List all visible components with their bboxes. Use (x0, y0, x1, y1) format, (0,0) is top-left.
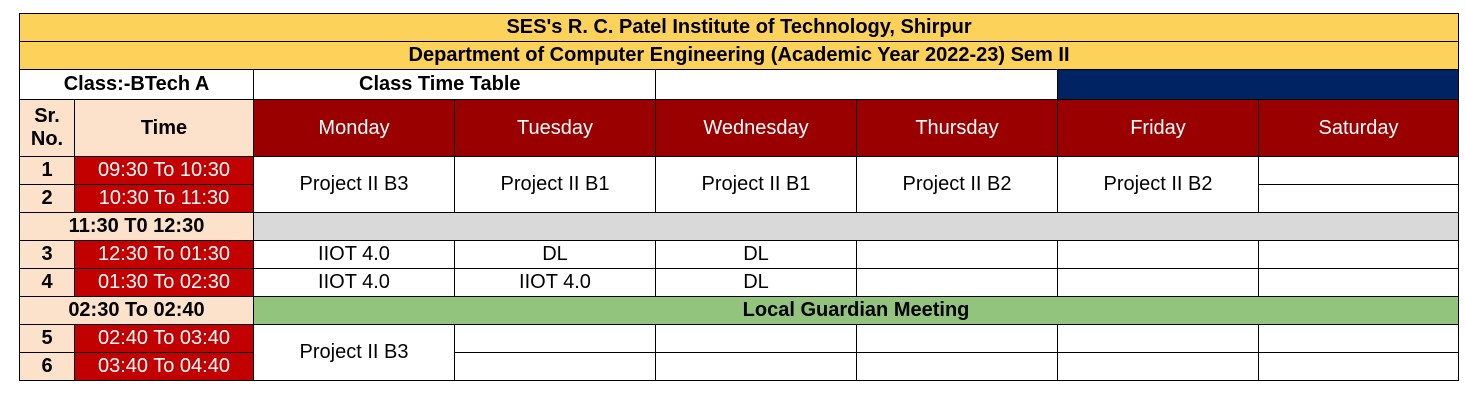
cell-friday-slot5 (1058, 325, 1259, 353)
lunch-break-band (254, 213, 1459, 241)
cell-thursday-slot6 (857, 353, 1058, 381)
cell-thursday-block1: Project II B2 (857, 157, 1058, 213)
short-break-time: 02:30 To 02:40 (20, 297, 254, 325)
cell-wednesday-slot6 (656, 353, 857, 381)
institute-title: SES's R. C. Patel Institute of Technology, Shirpur (20, 14, 1459, 42)
cell-wednesday-slot3: DL (656, 241, 857, 269)
cell-tuesday-block1: Project II B1 (455, 157, 656, 213)
day-header-saturday: Saturday (1259, 100, 1459, 157)
day-header-monday: Monday (254, 100, 455, 157)
day-header-friday: Friday (1058, 100, 1259, 157)
cell-wednesday-slot5 (656, 325, 857, 353)
cell-saturday-slot3 (1259, 241, 1459, 269)
cell-saturday-slot5 (1259, 325, 1459, 353)
cell-tuesday-slot5 (455, 325, 656, 353)
sr-number: 6 (20, 353, 75, 381)
sr-number: 5 (20, 325, 75, 353)
slot-time: 10:30 To 11:30 (75, 185, 254, 213)
slot-time: 01:30 To 02:30 (75, 269, 254, 297)
cell-monday-block3: Project II B3 (254, 325, 455, 381)
sr-no-header: Sr. No. (20, 100, 75, 157)
cell-saturday-slot6 (1259, 353, 1459, 381)
cell-friday-slot3 (1058, 241, 1259, 269)
cell-monday-slot4: IIOT 4.0 (254, 269, 455, 297)
sr-number: 1 (20, 157, 75, 185)
cell-friday-block1: Project II B2 (1058, 157, 1259, 213)
day-header-thursday: Thursday (857, 100, 1058, 157)
day-header-tuesday: Tuesday (455, 100, 656, 157)
cell-friday-slot6 (1058, 353, 1259, 381)
cell-thursday-slot5 (857, 325, 1058, 353)
department-title: Department of Computer Engineering (Academic Year 2022-23) Sem II (20, 42, 1459, 70)
cell-tuesday-slot3: DL (455, 241, 656, 269)
lunch-break-time: 11:30 T0 12:30 (20, 213, 254, 241)
cell-friday-slot4 (1058, 269, 1259, 297)
cell-saturday-slot1 (1259, 157, 1459, 185)
sr-number: 4 (20, 269, 75, 297)
cell-wednesday-block1: Project II B1 (656, 157, 857, 213)
blank-info-cell (656, 70, 1058, 100)
cell-thursday-slot3 (857, 241, 1058, 269)
day-header-wednesday: Wednesday (656, 100, 857, 157)
slot-time: 03:40 To 04:40 (75, 353, 254, 381)
timetable-title: Class Time Table (254, 70, 656, 100)
sr-number: 2 (20, 185, 75, 213)
time-header: Time (75, 100, 254, 157)
slot-time: 09:30 To 10:30 (75, 157, 254, 185)
cell-tuesday-slot6 (455, 353, 656, 381)
cell-monday-slot3: IIOT 4.0 (254, 241, 455, 269)
class-label: Class:-BTech A (20, 70, 254, 100)
cell-saturday-slot4 (1259, 269, 1459, 297)
guardian-meeting-band: Local Guardian Meeting (254, 297, 1459, 325)
sr-number: 3 (20, 241, 75, 269)
cell-tuesday-slot4: IIOT 4.0 (455, 269, 656, 297)
timetable (19, 13, 1459, 381)
cell-saturday-slot2 (1259, 185, 1459, 213)
slot-time: 12:30 To 01:30 (75, 241, 254, 269)
cell-wednesday-slot4: DL (656, 269, 857, 297)
cell-thursday-slot4 (857, 269, 1058, 297)
cell-monday-block1: Project II B3 (254, 157, 455, 213)
slot-time: 02:40 To 03:40 (75, 325, 254, 353)
navy-banner (1058, 70, 1459, 100)
